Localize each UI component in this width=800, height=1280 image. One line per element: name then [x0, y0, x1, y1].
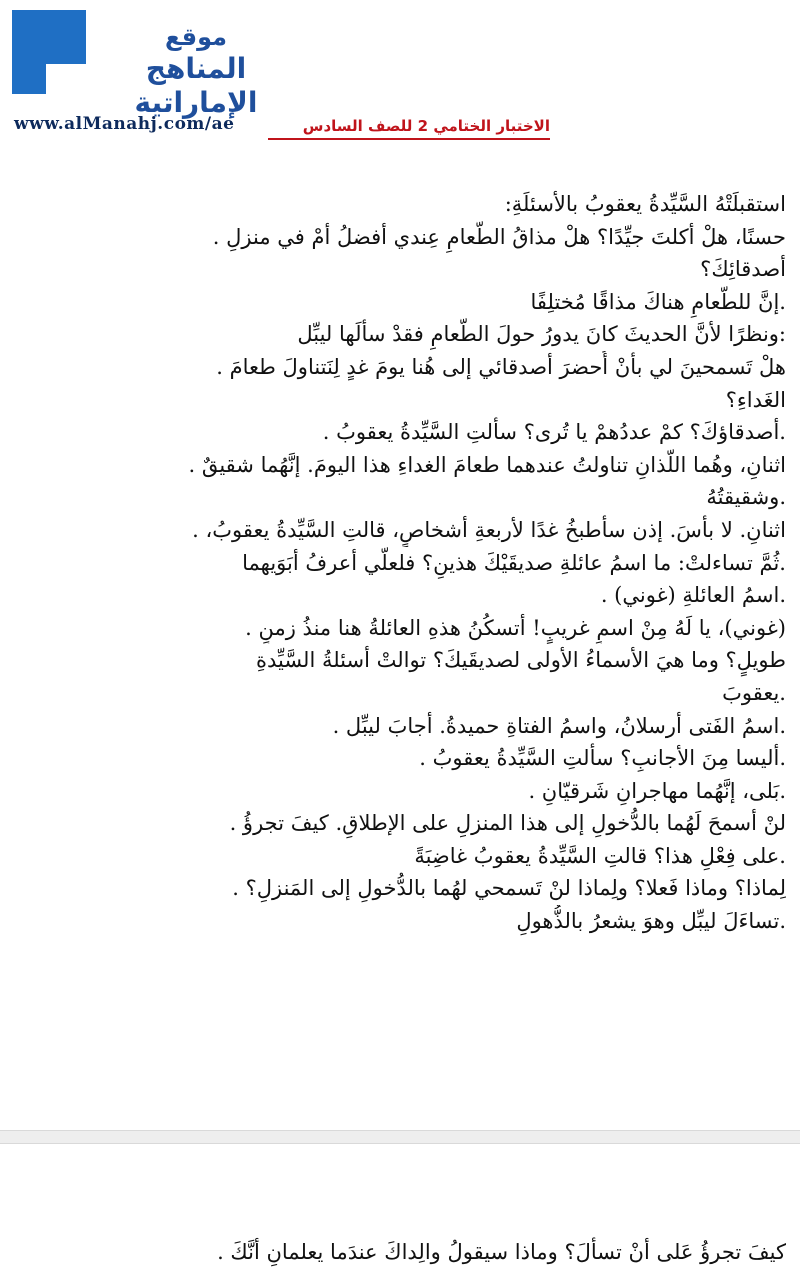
- text-line: أصدقائِكَ؟: [700, 257, 786, 282]
- site-logo-text: [96, 22, 296, 120]
- exam-title: الاختبار الختامي 2 للصف السادس: [268, 116, 550, 140]
- text-line: .اسمُ الفَتى أرسلانُ، واسمُ الفتاةِ حميدةُ. أجابَ ليبِّل .: [332, 713, 786, 738]
- site-logo-icon: [12, 10, 86, 94]
- text-line: لنْ أسمحَ لَهُما بالدُّخولِ إلى هذا المنزلِ على الإطلاقِ. كيفَ تجرؤُ .: [229, 811, 786, 836]
- text-line: طويلٍ؟ وما هيَ الأسماءُ الأولى لصديقَيكَ؟ توالتْ أسئلةُ السَّيِّدةِ: [255, 648, 786, 673]
- text-line: .يعقوبَ: [722, 680, 786, 705]
- text-line: .بَلى، إنَّهُما مهاجرانِ شَرقيّانِ .: [528, 778, 786, 803]
- story-text-continued: [14, 1236, 786, 1269]
- text-line: .على فِعْلِ هذا؟ قالتِ السَّيِّدةُ يعقوبُ غاضِبَةً: [414, 843, 786, 868]
- text-line: (غوني)، يا لَهُ مِنْ اسمٍ غريبٍ! أتسكُنُ هذهِ العائلةُ هنا منذُ زمنٍ .: [245, 615, 786, 640]
- text-line: .إنَّ للطَّعامِ هناكَ مذاقًا مُختلِفًا: [530, 289, 786, 314]
- logo-line-1: موقع: [164, 23, 227, 51]
- text-line: .وشقيقتُهُ: [706, 485, 786, 510]
- text-line: كيفَ تجرؤُ عَلى أنْ تسألَ؟ وماذا سيقولُ والِداكَ عندَما يعلمانِ أنَّكَ .: [217, 1240, 786, 1264]
- text-line: الغَداءِ؟: [725, 387, 786, 412]
- text-line: حسنًا، هلْ أكلتَ جيِّدًا؟ هلْ مذاقُ الطَّعامِ عِندي أفضلُ أمْ في منزلِ .: [212, 224, 786, 249]
- site-url[interactable]: www.alManahj.com/ae: [14, 114, 235, 134]
- text-line: .ثُمَّ تساءلتْ: ما اسمُ عائلةِ صديقَيْكَ هذينِ؟ فلعلّي أعرفُ أبَوَيهما: [242, 550, 786, 575]
- text-line: .أليسا مِنَ الأجانبِ؟ سألتِ السَّيِّدةُ يعقوبُ .: [419, 746, 786, 771]
- text-line: هلْ تَسمحينَ لي بأنْ أُحضرَ أصدقائي إلى هُنا يومَ غدٍ لِنَتناولَ طعامَ .: [216, 354, 786, 379]
- text-line: :ونظرًا لأنَّ الحديثَ كانَ يدورُ حولَ الطَّعامِ فقدْ سألَها ليبِّل: [297, 322, 786, 347]
- text-line: اثنانِ، وهُما اللّذانِ تناولتُ عندهما طعامَ الغداءِ هذا اليومَ. إنَّهُما شقيقٌ .: [188, 452, 786, 477]
- text-line: .تساءَلَ ليبِّل وهوَ يشعرُ بالذُّهولِ: [516, 909, 786, 934]
- text-line: اثنانِ. لا بأسَ. إذن سأطبخُ غدًا لأربعةِ أشخاصٍ، قالتِ السَّيِّدةُ يعقوبُ، .: [192, 517, 786, 542]
- story-text: [14, 188, 786, 938]
- text-line: .أصدقاؤكَ؟ كمْ عددُهمْ يا تُرى؟ سألتِ السَّيِّدةُ يعقوبُ .: [322, 420, 786, 445]
- logo-line-2: المناهج الإماراتية: [134, 52, 258, 119]
- text-line: لِماذا؟ وماذا فَعلا؟ ولِماذا لنْ تَسمحي لهُما بالدُّخولِ إلى المَنزلِ؟ .: [232, 876, 786, 901]
- text-line: استقبلَتْهُ السَّيِّدةُ يعقوبُ بالأسئلَةِ:: [504, 192, 786, 216]
- page-divider: [0, 1130, 800, 1144]
- text-line: .اسمُ العائلةِ (غوني) .: [600, 583, 786, 608]
